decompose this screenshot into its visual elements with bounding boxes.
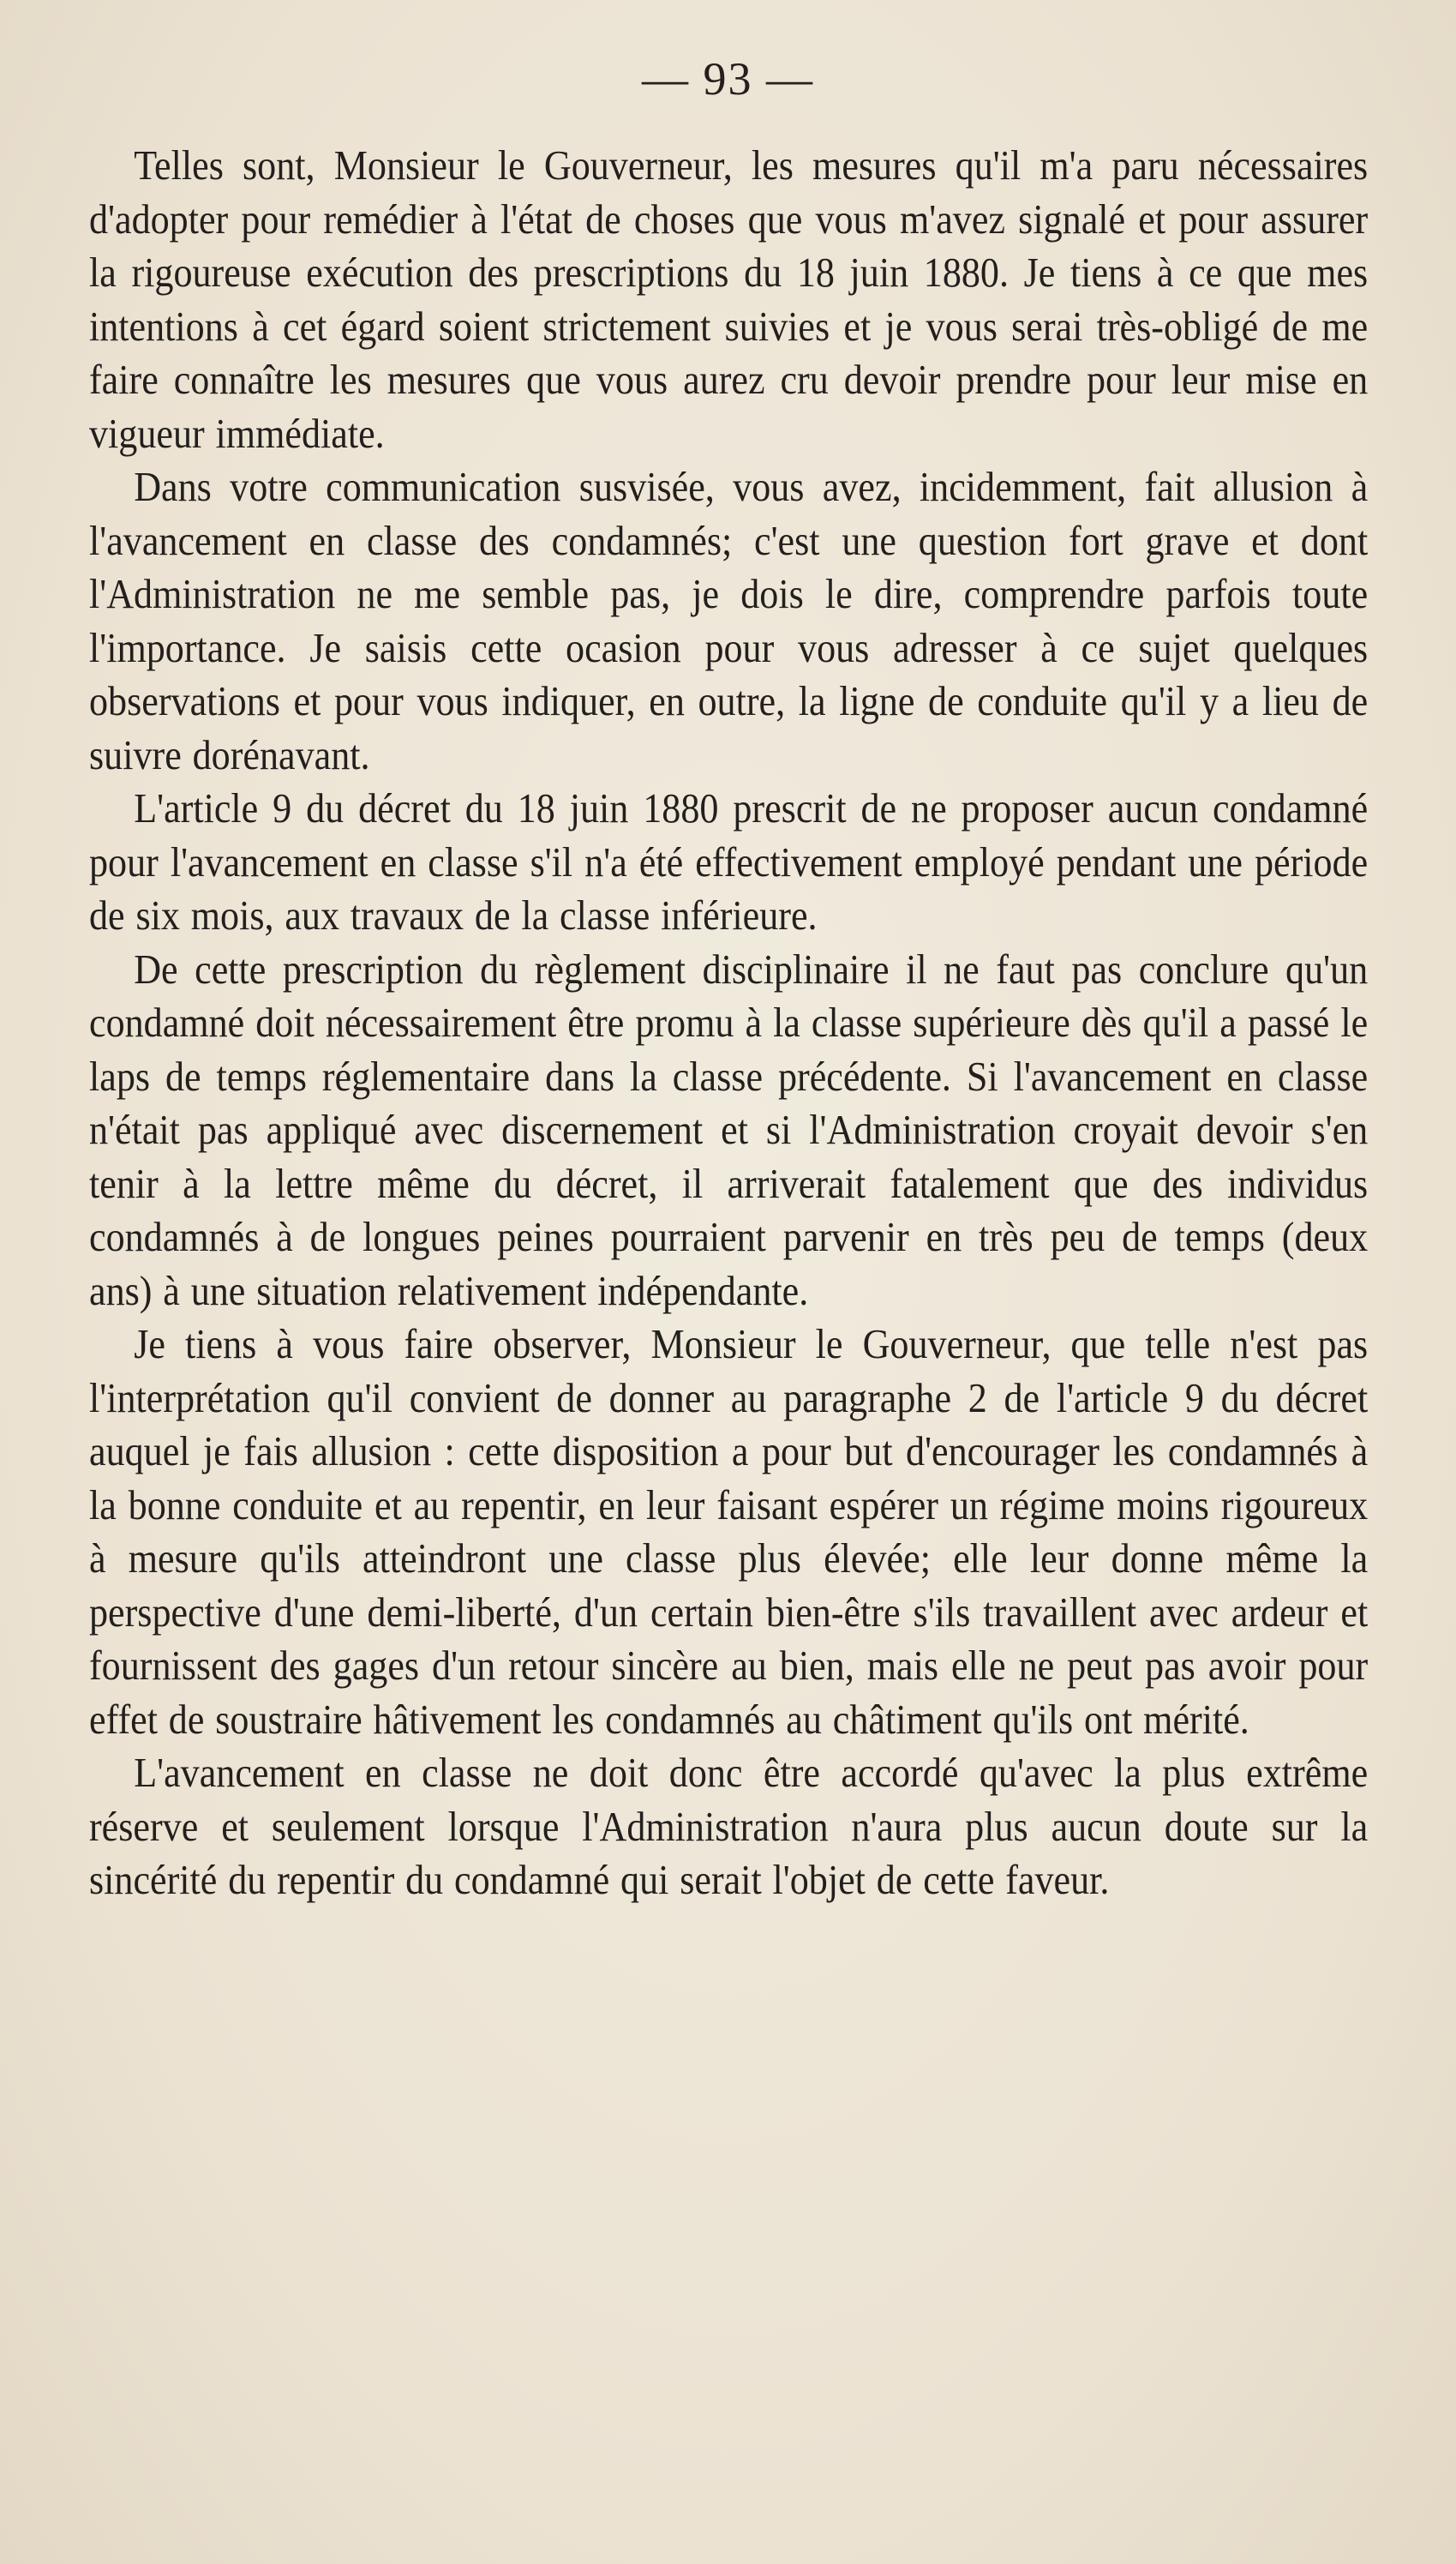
body-text xyxy=(89,139,1368,1907)
paragraph: De cette prescription du règlement disciplinaire il ne faut pas conclure qu'un condamné doit nécessairement être promu à la classe supérieure dès qu'il a passé le laps de temps réglementaire dans la classe précédente. Si l'avancement en classe n'était pas appliqué avec discernement et si l'Administration croyait devoir s'en tenir à la lettre même du décret, il arriverait fatalement que des individus condamnés à de longues peines pourraient parvenir en très peu de temps (deux ans) à une situation relativement indépendante. xyxy=(89,945,1369,1314)
page-number: — 93 — xyxy=(642,53,814,105)
paragraph: L'article 9 du décret du 18 juin 1880 prescrit de ne proposer aucun condamné pour l'avancement en classe s'il n'a été effectivement employé pendant une période de six mois, aux travaux de la classe inférieure. xyxy=(89,784,1369,939)
paragraph: L'avancement en classe ne doit donc être accordé qu'avec la plus extrême réserve et seulement lorsque l'Administration n'aura plus aucun doute sur la sincérité du repentir du condamné qui serait l'objet de cette faveur. xyxy=(89,1749,1369,1903)
paragraph: Dans votre communication susvisée, vous avez, incidemment, fait allusion à l'avancement en classe des condamnés; c'est une question fort grave et dont l'Administration ne me semble pas, je dois le dire, comprendre parfois toute l'importance. Je saisis cette ocasion pour vous adresser à ce sujet quelques observations et pour vous indiquer, en outre, la ligne de conduite qu'il y a lieu de suivre dorénavant. xyxy=(89,463,1369,778)
paragraph: Telles sont, Monsieur le Gouverneur, les mesures qu'il m'a paru nécessaires d'adopter pour remédier à l'état de choses que vous m'avez signalé et pour assurer la rigoureuse exécution des prescriptions du 18 juin 1880. Je tiens à ce que mes intentions à cet égard soient strictement suivies et je vous serai très-obligé de me faire connaître les mesures que vous aurez cru devoir prendre pour leur mise en vigueur immédiate. xyxy=(89,141,1369,457)
paragraph: Je tiens à vous faire observer, Monsieur le Gouverneur, que telle n'est pas l'interprétation qu'il convient de donner au paragraphe 2 de l'article 9 du décret auquel je fais allusion : cette disposition a pour but d'encourager les condamnés à la bonne conduite et au repentir, en leur faisant espérer un régime moins rigoureux à mesure qu'ils atteindront une classe plus élevée; elle leur donne même la perspective d'une demi-liberté, d'un certain bien-être s'ils travaillent avec ardeur et fournissent des gages d'un retour sincère au bien, mais elle ne peut pas avoir pour effet de soustraire hâtivement les condamnés au châtiment qu'ils ont mérité. xyxy=(89,1320,1369,1743)
